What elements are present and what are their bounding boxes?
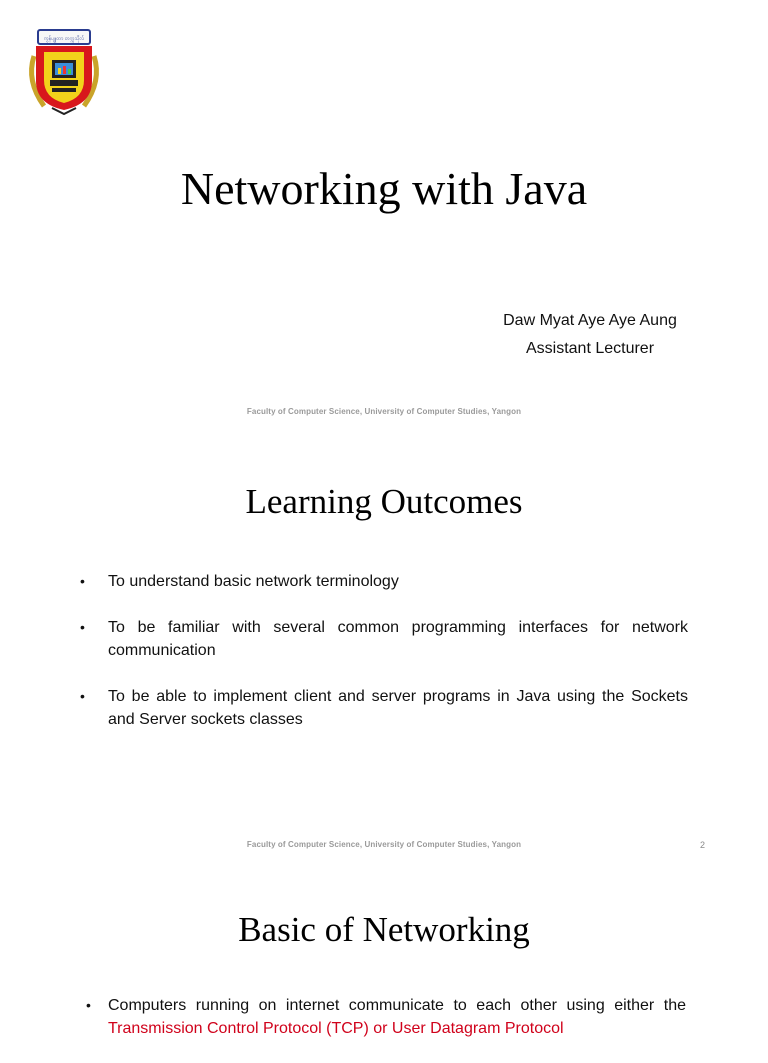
basic-networking-slide (0, 864, 768, 1037)
slide-title: Networking with Java (180, 163, 588, 214)
bullet-icon: • (86, 997, 91, 1013)
bullet-icon: • (80, 688, 85, 704)
slide-title: Basic of Networking (238, 910, 530, 949)
author-name: Daw Myat Aye Aye Aung (503, 312, 677, 329)
title-slide (0, 0, 768, 430)
list-item: • To be familiar with several common programming interfaces for network communication (80, 616, 688, 662)
page-number: 2 (700, 840, 706, 850)
learning-outcomes-slide (0, 432, 768, 862)
bullet-icon: • (80, 619, 85, 635)
slide-title: Learning Outcomes (245, 482, 523, 521)
university-crest-logo (24, 26, 104, 116)
list-item: • To understand basic network terminology (80, 570, 688, 593)
bullet-icon: • (80, 573, 85, 589)
svg-text:ကွန်ပျူတာ တက္ကသိုလ်: ကွန်ပျူတာ တက္ကသိုလ် (43, 36, 85, 42)
author-role: Assistant Lecturer (525, 340, 655, 357)
list-item: • Computers running on internet communicate to each other using either the Transmission Control Protocol (TCP) or User Datagram Protocol (86, 994, 686, 1040)
slide-footer: Faculty of Computer Science, University of Computer Studies, Yangon (246, 840, 522, 849)
bullet-list (86, 994, 686, 1063)
bullet-list (80, 570, 688, 754)
list-item: • To be able to implement client and server programs in Java using the Sockets and Server sockets classes (80, 685, 688, 731)
slide-footer: Faculty of Computer Science, University of Computer Studies, Yangon (246, 407, 522, 416)
